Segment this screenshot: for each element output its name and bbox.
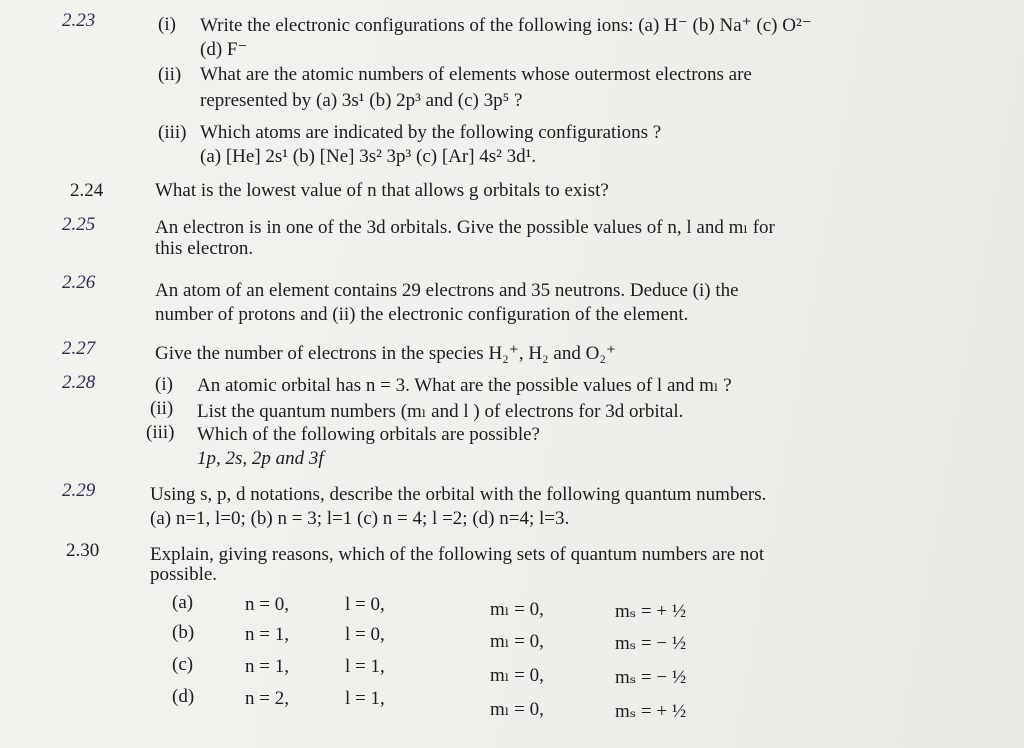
row-label: (c) <box>172 654 194 675</box>
question-number: 2.29 <box>62 480 96 501</box>
question-text: What are the atomic numbers of elements whose outermost electrons are <box>200 64 752 85</box>
cell-ml: mₗ = 0, <box>490 599 544 620</box>
question-number: 2.27 <box>62 338 96 359</box>
question-text: 1p, 2s, 2p and 3f <box>197 448 324 469</box>
question-text: represented by (a) 3s¹ (b) 2p³ and (c) 3p⁵ ? <box>200 90 523 111</box>
question-text: (a) n=1, l=0; (b) n = 3; l=1 (c) n = 4; l =2; (d) n=4; l=3. <box>150 508 570 529</box>
cell-n: n = 2, <box>245 688 289 709</box>
question-text: An electron is in one of the 3d orbitals. Give the possible values of n, l and mₗ for <box>155 217 775 238</box>
question-text: Which of the following orbitals are possible? <box>197 424 540 445</box>
question-text: (d) F⁻ <box>200 39 248 60</box>
sub-label: (i) <box>155 374 173 395</box>
question-number: 2.23 <box>62 10 96 31</box>
cell-l: l = 1, <box>345 688 385 709</box>
sub-label: (iii) <box>146 422 175 443</box>
question-text: Write the electronic configurations of the following ions: (a) H⁻ (b) Na⁺ (c) O²⁻ <box>200 15 812 36</box>
sub-label: (i) <box>158 14 176 35</box>
cell-l: l = 0, <box>345 594 385 615</box>
row-label: (d) <box>172 686 195 707</box>
question-number: 2.25 <box>62 214 96 235</box>
cell-l: l = 0, <box>345 624 385 645</box>
question-text: Explain, giving reasons, which of the following sets of quantum numbers are not <box>150 544 765 565</box>
question-text: Which atoms are indicated by the following configurations ? <box>200 122 662 143</box>
sub-label: (iii) <box>158 122 187 143</box>
question-text: number of protons and (ii) the electronic configuration of the element. <box>155 304 689 325</box>
question-text: Give the number of electrons in the species H₂⁺, H₂ and O₂⁺ <box>155 343 616 364</box>
cell-n: n = 1, <box>245 624 289 645</box>
row-label: (b) <box>172 622 195 643</box>
question-number: 2.30 <box>66 540 100 561</box>
cell-ms: mₛ = + ½ <box>615 701 687 722</box>
cell-ml: mₗ = 0, <box>490 699 544 720</box>
question-text: Using s, p, d notations, describe the orbital with the following quantum numbers. <box>150 484 767 505</box>
cell-n: n = 0, <box>245 594 289 615</box>
cell-ms: mₛ = − ½ <box>615 633 687 654</box>
question-number: 2.28 <box>62 372 96 393</box>
question-text: An atom of an element contains 29 electrons and 35 neutrons. Deduce (i) the <box>155 280 739 301</box>
row-label: (a) <box>172 592 194 613</box>
question-text: List the quantum numbers (mₗ and l ) of electrons for 3d orbital. <box>197 401 684 422</box>
question-number: 2.26 <box>62 272 96 293</box>
question-text: What is the lowest value of n that allows g orbitals to exist? <box>155 180 609 201</box>
cell-ms: mₛ = + ½ <box>615 601 687 622</box>
sub-label: (ii) <box>150 398 174 419</box>
cell-l: l = 1, <box>345 656 385 677</box>
cell-ml: mₗ = 0, <box>490 631 544 652</box>
cell-ms: mₛ = − ½ <box>615 667 687 688</box>
question-text: this electron. <box>155 238 254 259</box>
question-text: possible. <box>150 564 218 585</box>
sub-label: (ii) <box>158 64 182 85</box>
question-number: 2.24 <box>70 180 104 201</box>
cell-ml: mₗ = 0, <box>490 665 544 686</box>
question-text: (a) [He] 2s¹ (b) [Ne] 3s² 3p³ (c) [Ar] 4s² 3d¹. <box>200 146 537 167</box>
question-text: An atomic orbital has n = 3. What are the possible values of l and mₗ ? <box>197 375 732 396</box>
cell-n: n = 1, <box>245 656 289 677</box>
